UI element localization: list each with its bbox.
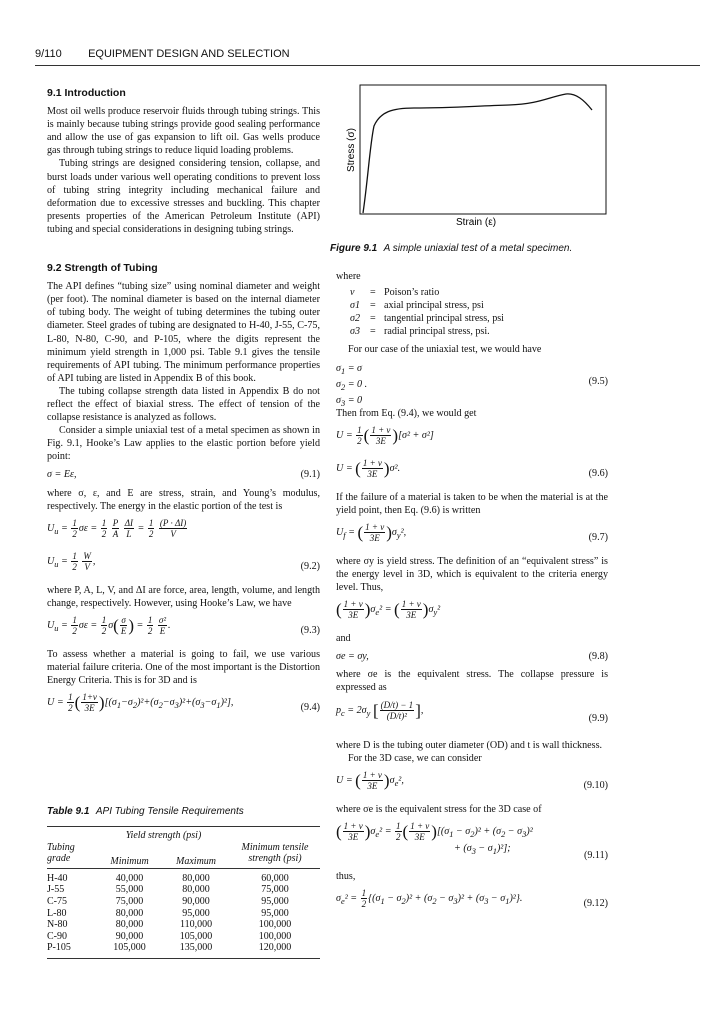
table-row: H-40 40,000 80,000 60,000 [47,872,289,884]
table-row: N-80 80,000 110,000 100,000 [47,919,292,931]
od-definition-text: where D is the tubing outer diameter (OD) and t is wall thickness. [336,739,603,751]
equation-9-10: U = ( $\frac{1 + \nu}{3E}$ )$\sigma_e^2$, (9.10) [336,769,608,791]
yield-failure-text: If the failure of a material is taken to be when the material is at the yield point, then Eq. (9.6) is written [336,491,608,516]
table-row: P-105 105,000 135,000 120,000 [47,942,320,958]
page-number: 9/110 [35,48,62,60]
equation-9-7-number: (9.7) [588,531,608,543]
definition-row: σ3 = radial principal stress, psi. [350,326,490,338]
and-label: and [336,633,351,645]
table-header-row [47,842,320,869]
header-rule [35,65,700,66]
equation-9-5: $\sigma_1 = \sigma$ $\sigma_2 = 0$ . $\sigma_3 = 0$ (9.5) [336,362,608,408]
intro-paragraph-2: Tubing strings are designed considering tension, collapse, and burst loads under various well operating conditions to prevent loss of tubing string integrity including mechanical failure and deformation due to excessive stresses and buckling. This chapter presents properties of the American Petroleum Institute (API) tubing and special considerations in designing tubing strings. [47,158,320,235]
strength-paragraph-6: To assess whether a material is going to fail, we use various material failure criteria. One of the most important is the Distortion Energy Criteria. This is for 3D and is [47,648,320,687]
header-minimum: Minimum [110,856,149,868]
definition-row: σ1 = axial principal stress, psi [350,300,484,312]
header-maximum: Maximum [176,856,217,868]
equation-9-3: $U_u$ = $\frac{1}{2}$ σε = $\frac{1}{2}$ σ( $\frac{\sigma}{E}$ ) = $\frac{1}{2}$ $\frac{\text{σ²}}{E}$ . (9.3) [47,614,320,636]
equation-9-1 [47,468,320,481]
equation-9-11-number: (9.11) [583,849,608,861]
equation-9-7: $U_f$ = ( $\frac{1 + \nu}{3E}$ )$\sigma_y^2$, (9.7) [336,521,608,543]
intro-paragraph-1: Most oil wells produce reservoir fluids through tubing strings. This is mainly because tubing strings provide good sealing performance and allow the use of gas expansion to lift oil. Gas wells produce gas through tubing strings to reduce liquid loading problems. [47,106,320,157]
equation-9-8-body: σe = σy, [336,651,369,663]
header-yield-strength: Yield strength (psi) [125,830,202,841]
symbol-definitions [350,286,608,338]
equation-9-5-number: (9.5) [588,375,608,387]
tensile-requirements-table [47,826,320,959]
equation-energy-uniaxial: U = $\frac{1}{2}$ ( $\frac{1 + \nu}{3E}$ )[σ² + σ²] [336,424,434,446]
table-caption-text: API Tubing Tensile Requirements [95,806,244,817]
definition-row: σ2 = tangential principal stress, psi [350,313,504,325]
equation-9-12-number: (9.12) [583,897,608,909]
stress-strain-curve [363,94,592,213]
table-caption-label: Table 9.1 [47,806,90,817]
left-column [47,87,320,725]
equation-9-3-number: (9.3) [300,624,320,636]
table-caption [47,806,244,817]
equation-9-8-number: (9.8) [588,651,608,663]
table-header-row [47,827,320,842]
equation-9-2: $U_u$ = $\frac{1}{2}$ $\frac{W}{V}$ , (9.2) [47,550,320,572]
equation-9-6-number: (9.6) [588,467,608,479]
thus-label: thus, [336,870,356,882]
equation-9-10-number: (9.10) [583,779,608,791]
where-label-1: where [336,271,361,282]
definition-row: ν = Poison’s ratio [350,287,440,299]
strength-paragraph-3: Consider a simple uniaxial test of a metal specimen as shown in Fig. 9.1, Hooke’s Law applies to the elastic portion before yield point: [47,425,320,463]
table-row: J-55 55,000 80,000 75,000 [47,884,289,896]
from-eq-9-4-text: Then from Eq. (9.4), we would get [336,407,477,419]
equation-energy-1: $U_u$ = $\frac{1}{2}$ σε = $\frac{1}{2}$ $\frac{P}{A}$ $\frac{\Delta I}{L}$ = $\frac{1}{2}$ $\frac{(P \cdot \Delta I)}{V}$ [47,517,187,539]
equation-9-9: $p_c = 2\sigma_y$ [ $\frac{(D/t) - 1}{\text{(D/t)²}}$ ], (9.9) [336,699,608,724]
strength-paragraph-2: The tubing collapse strength data listed in Appendix B do not reflect the effect of biaxial stress. The effect of tension of the collapse resistance is analyzed as follows. [47,385,320,424]
equation-9-9-number: (9.9) [588,712,608,724]
figure-x-label: Strain (ε) [456,217,497,228]
equation-9-8 [336,650,608,663]
equivalent-stress-text: where σy is yield stress. The definition of an “equivalent stress” is the energy level in 3D, which is equivalent to the criteria energy level. Thus, [336,555,608,594]
uniaxial-case-text: For our case of the uniaxial test, we would have [348,344,542,356]
equation-9-6: U = ( $\frac{1 + \nu}{3E}$ )σ². (9.6) [336,457,608,479]
strength-paragraph-1: The API defines “tubing size” using nominal diameter and weight (per foot). The nominal diameter is based on the internal diameter of tubing body. The weight of tubing determines the tubing outer diameter. Steel grades of tubing are designated to H-40, J-55, C-75, L-80, N-80, C-90, and P-105, where the digits represent the minimum yield strength in 1,000 psi. Table 9.1 gives the tensile requirements of API tubing. The minimum performance properties of API tubing are listed in Appendix B of this book. [47,281,320,384]
equation-equivalent-energy: ( $\frac{1 + \nu}{3E}$ )$\sigma_e^2$ = ( $\frac{1 + \nu}{3E}$ )$\sigma_y^2$ [336,599,441,621]
section-9-1-heading: 9.1 Introduction [47,87,126,99]
equation-9-4-number: (9.4) [300,702,320,714]
equation-9-1-number: (9.1) [300,469,320,481]
strength-paragraph-5: where P, A, L, V, and ΔI are force, area, length, volume, and length change, respectively. However, using Hooke’s Law, we have [47,584,320,609]
3d-equivalent-text: where σe is the equivalent stress for the 3D case of [336,803,542,815]
section-9-2-heading: 9.2 Strength of Tubing [47,262,158,275]
stress-strain-figure [344,84,608,232]
figure-frame [360,85,606,214]
3d-case-text: For the 3D case, we can consider [348,752,482,764]
table-row: L-80 80,000 95,000 95,000 [47,907,289,919]
figure-caption-label: Figure 9.1 [330,243,378,254]
equation-9-11: ( $\frac{1 + \nu}{3E}$ )$\sigma_e^2$ = $\frac{1}{2}$ ( $\frac{1 + \nu}{3E}$ )[$(\sigma_1 - \sigma_2)^2 + (\sigma_2 - \sigma_3)^2$ + $(\sigma_3 - \sigma_1)^2$]; (9.11) [336,820,608,861]
collapse-pressure-text: where σe is the equivalent stress. The collapse pressure is expressed as [336,669,608,694]
figure-y-label: Stress (σ) [346,128,357,172]
table-row: C-75 75,000 90,000 95,000 [47,895,289,907]
page-header [35,48,700,60]
equation-9-12: $\sigma_e^2$ = $\frac{1}{2}$ $\{(\sigma_1 - \sigma_2)^2 + (\sigma_2 - \sigma_3)^2 + (\sigma_3 - \sigma_1)^2\}$. (9.12) [336,887,608,909]
figure-caption [330,243,610,254]
header-tensile-strength: Minimum tensile strength (psi) [241,841,309,865]
table-row: C-90 90,000 105,000 100,000 [47,930,292,942]
equation-9-2-number: (9.2) [300,560,320,572]
running-title: EQUIPMENT DESIGN AND SELECTION [88,48,290,60]
strength-paragraph-4: where σ, ε, and E are stress, strain, and Young’s modulus, respectively. The energy in the elastic portion of the test is [47,487,320,512]
equation-9-1-body: σ = Eε, [47,469,77,481]
figure-caption-text: A simple uniaxial test of a metal specimen. [383,243,573,254]
equation-9-4: U = $\frac{1}{2}$ ( $\frac{1+\nu}{3E}$ )$[(\sigma_1-\sigma_2)^2+(\sigma_2-\sigma_3)^2+(\sigma_3-\sigma_1)^2]$, (9.4) [47,692,320,714]
header-tubing-grade: Tubing grade [47,841,75,865]
right-column [336,270,608,921]
